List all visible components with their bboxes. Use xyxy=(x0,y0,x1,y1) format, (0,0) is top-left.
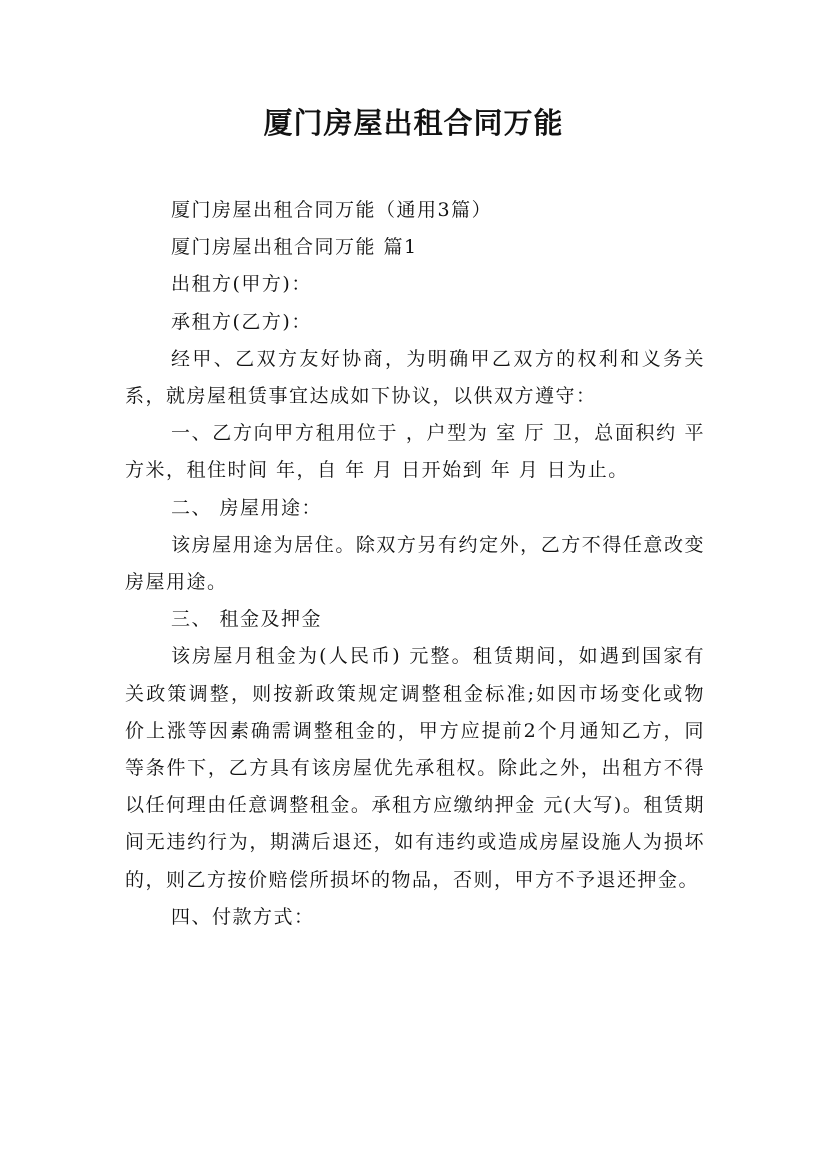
document-body xyxy=(125,192,705,936)
lessor-line: 出租方(甲方)： xyxy=(171,273,312,296)
clause-1-paragraph: 一、乙方向甲方租用位于 ，户型为 室 厅 卫，总面积约 平方米，租住时间 年，自 年 月 日开始到 年 月 日为止。 xyxy=(125,422,705,482)
section-heading: 厦门房屋出租合同万能 篇1 xyxy=(171,236,418,259)
lessee-line: 承租方(乙方)： xyxy=(171,310,312,333)
clause-2-paragraph: 该房屋用途为居住。除双方另有约定外，乙方不得任意改变房屋用途。 xyxy=(125,533,705,594)
clause-4-heading: 四、付款方式： xyxy=(171,905,315,928)
clause-3-heading: 三、 租金及押金 xyxy=(171,608,323,631)
document-title: 厦门房屋出租合同万能 xyxy=(263,106,564,140)
subtitle-paragraph: 厦门房屋出租合同万能（通用3篇） xyxy=(171,199,493,221)
clause-2-heading: 二、 房屋用途： xyxy=(171,496,323,519)
clause-3-paragraph: 该房屋月租金为(人民币) 元整。租赁期间，如遇到国家有关政策调整，则按新政策规定调整租金标准;如因市场变化或物价上涨等因素确需调整租金的，甲方应提前2个月通知乙方，同等条件下，乙方具有该房屋优先承租权。除此之外，出租方不得以任何理由任意调整租金。承租方应缴纳押金 元(大写)。租赁期间无违约行为，期满后退还，如有违约或造成房屋设施人为损坏的，则乙方按价赔偿所损坏的物品，否则，甲方不予退还押金。 xyxy=(125,645,705,891)
intro-paragraph: 经甲、乙双方友好协商，为明确甲乙双方的权利和义务关系，就房屋租赁事宜达成如下协议，以供双方遵守： xyxy=(125,347,705,408)
